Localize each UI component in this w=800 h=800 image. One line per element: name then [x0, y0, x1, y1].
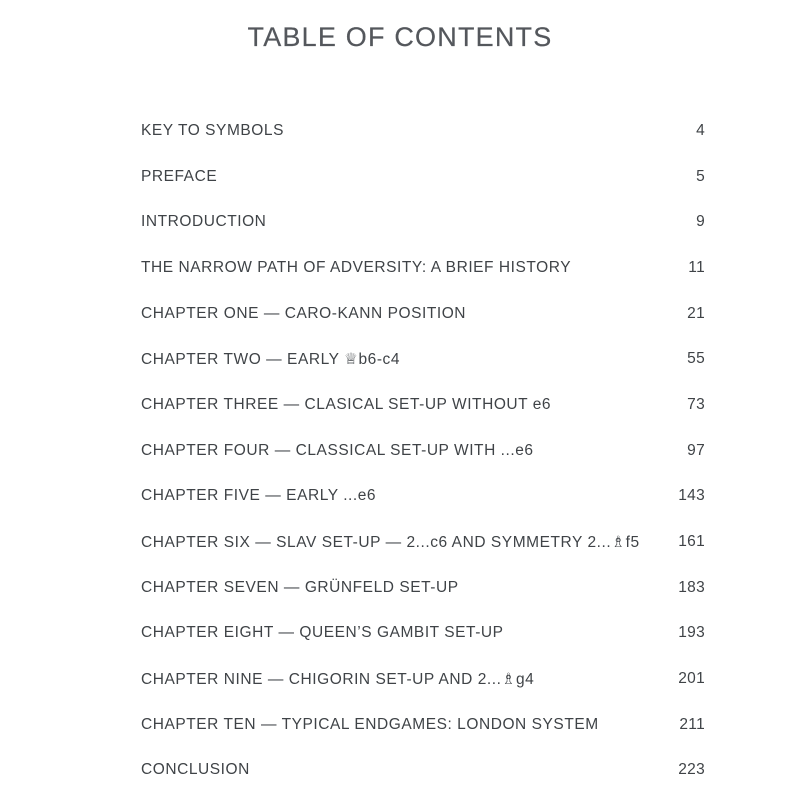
- toc-entry-label: CONCLUSION: [141, 761, 250, 779]
- toc-entry-label: CHAPTER SIX — SLAV SET-UP — 2...c6 AND SYMMETRY 2...♗f5: [141, 533, 640, 551]
- toc-entry-page-number: 21: [687, 304, 705, 322]
- toc-entry: [141, 291, 705, 337]
- toc-entry: [141, 474, 705, 520]
- toc-entry: [141, 702, 705, 748]
- toc-entry-page-number: 161: [678, 533, 705, 551]
- toc-entry-page-number: 193: [678, 624, 705, 642]
- toc-entry-label: CHAPTER TWO — EARLY ♕b6-c4: [141, 350, 401, 368]
- toc-entry-label: KEY TO SYMBOLS: [141, 121, 284, 139]
- toc-entry: [141, 748, 705, 794]
- toc-entry: [141, 245, 705, 291]
- toc-entry: [141, 428, 705, 474]
- toc-entry-page-number: 11: [688, 258, 705, 276]
- toc-entry-page-number: 211: [679, 715, 705, 733]
- toc-list: [141, 108, 705, 793]
- toc-entry-label: CHAPTER NINE — CHIGORIN SET-UP AND 2...♗g4: [141, 670, 535, 688]
- toc-entry: [141, 336, 705, 382]
- toc-entry-label: INTRODUCTION: [141, 213, 267, 231]
- toc-entry: [141, 382, 705, 428]
- toc-entry-label: PREFACE: [141, 167, 218, 185]
- toc-entry: [141, 199, 705, 245]
- toc-entry: [141, 154, 705, 200]
- toc-entry-page-number: 5: [696, 167, 705, 185]
- toc-entry: [141, 108, 705, 154]
- toc-entry-label: CHAPTER THREE — CLASICAL SET-UP WITHOUT e6: [141, 395, 552, 413]
- toc-entry-page-number: 223: [678, 761, 705, 779]
- toc-entry-page-number: 73: [687, 395, 705, 413]
- toc-entry: [141, 519, 705, 565]
- toc-entry: [141, 656, 705, 702]
- toc-entry-page-number: 4: [696, 121, 705, 139]
- toc-entry-page-number: 9: [696, 213, 705, 231]
- toc-entry-page-number: 183: [678, 578, 705, 596]
- toc-entry-label: CHAPTER TEN — TYPICAL ENDGAMES: LONDON SYSTEM: [141, 715, 599, 733]
- toc-entry-label: CHAPTER SEVEN — GRÜNFELD SET-UP: [141, 578, 459, 596]
- toc-entry-label: CHAPTER FOUR — CLASSICAL SET-UP WITH ...e6: [141, 441, 534, 459]
- page-title: TABLE OF CONTENTS: [247, 22, 553, 52]
- toc-entry-label: CHAPTER FIVE — EARLY ...e6: [141, 487, 377, 505]
- toc-entry-page-number: 201: [678, 670, 705, 688]
- toc-entry-label: CHAPTER EIGHT — QUEEN’S GAMBIT SET-UP: [141, 624, 504, 642]
- toc-entry-label: CHAPTER ONE — CARO-KANN POSITION: [141, 304, 467, 322]
- toc-entry-page-number: 55: [687, 350, 705, 368]
- toc-entry-page-number: 143: [678, 487, 705, 505]
- toc-entry-label: THE NARROW PATH OF ADVERSITY: A BRIEF HISTORY: [141, 258, 572, 276]
- toc-entry: [141, 611, 705, 657]
- toc-entry: [141, 565, 705, 611]
- toc-entry-page-number: 97: [687, 441, 705, 459]
